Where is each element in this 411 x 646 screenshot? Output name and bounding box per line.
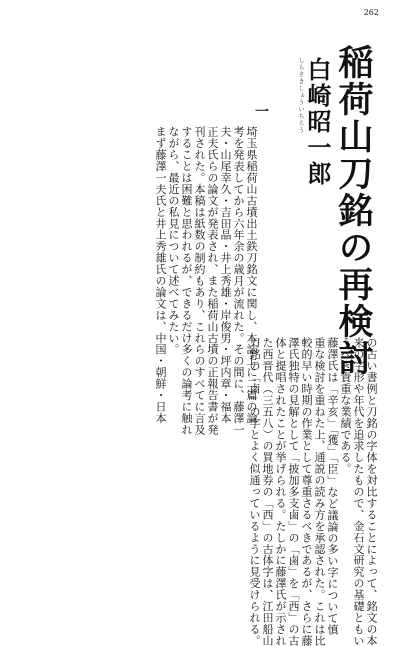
text-column: 夫・山尾幸久・吉田晶・井上秀雄・岸俊男・坪内章・福本 xyxy=(219,126,232,424)
text-column: 刀銘の「鹵」の字とよく似通っているように見受けられる。 xyxy=(248,337,261,646)
author-ruby: しらさきしょういちろう xyxy=(297,57,304,134)
text-column: 考を発表してから六年余の歳月が流れた。その間に、藤澤一 xyxy=(232,126,245,436)
text-column: 重な検討を重ねた上、通説の読み方を承認された。これは比 xyxy=(313,337,326,646)
section-marker: 一 xyxy=(253,104,269,118)
text-column: 来の字形や年代を追求したもので、金石文研究の基礎ともい xyxy=(352,337,365,646)
text-column: 埼玉県稲荷山古墳出土鉄刀銘文に関し、本誌上に二篇の論 xyxy=(245,126,258,424)
text-column: うべき貴重な業績である。 xyxy=(339,337,352,475)
text-column: することは困難と思われるが、できるだけ多くの論考に触れ xyxy=(180,126,193,436)
text-column: た西晋代（三五八）の買地券の「西」の古体字は、江田船山 xyxy=(261,337,274,646)
text-column: 較的早い時期の作業として尊重さるべきであるが、さらに藤 xyxy=(300,337,313,646)
page-number: 262 xyxy=(363,8,379,17)
article-title: 稲荷山刀銘の再検討 xyxy=(333,44,374,377)
text-column: まず藤澤一夫氏と井上秀雄氏の論文は、中国・朝鮮・日本 xyxy=(154,126,167,424)
text-column: 正夫氏らの論文が発表され、また稲荷山古墳の正報告書が発 xyxy=(206,126,219,436)
text-column: 澤氏独特の見解として「披加多支鹵」の「鹵」を「西」の古 xyxy=(287,337,300,646)
text-column: 体と提唱されたことが挙げられる。たしかに藤澤氏が示され xyxy=(274,337,287,646)
text-column: 藤澤氏は「辛亥」「獲」「臣」など議論の多い字について慎 xyxy=(326,337,339,636)
text-column: 刊された。本稿は紙数の制約もあり、これらのすべてに言及 xyxy=(193,126,206,436)
author-name: 白崎昭一郎 xyxy=(303,57,332,187)
text-column: の古い書例と刀銘の字体を対比することによって、銘文の本 xyxy=(365,337,378,646)
text-column: ながら、最近の私見について述べてみたい。 xyxy=(167,126,180,355)
